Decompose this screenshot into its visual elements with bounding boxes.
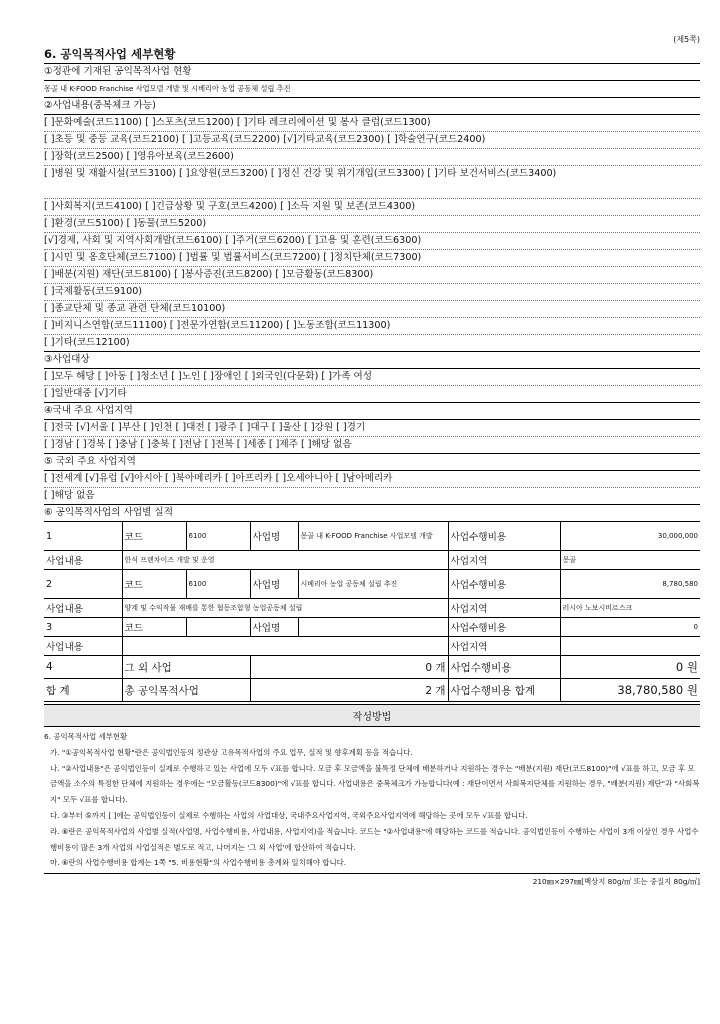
q2-row: [ ]환경(코드5100) [ ]동물(코드5200) <box>44 216 700 233</box>
project-region <box>560 637 700 656</box>
biz-name-label: 사업명 <box>250 522 298 551</box>
form-number: (제5쪽) <box>673 35 700 44</box>
q2-row: [ ]시민 및 옹호단체(코드7100) [ ]법률 및 법률서비스(코드7200) [ ]정치단체(코드7300) <box>44 250 700 267</box>
biz-name-label: 사업명 <box>250 618 298 637</box>
total-label: 합 계 <box>44 679 122 702</box>
biz-content-label: 사업내용 <box>44 637 122 656</box>
biz-name-label: 사업명 <box>250 570 298 599</box>
method-notes <box>44 727 700 871</box>
q2-row: [ ]사회복지(코드4100) [ ]긴급상황 및 구호(코드4200) [ ]소득 지원 및 보존(코드4300) <box>44 199 700 216</box>
q2-row: [ ]기타(코드12100) <box>44 335 700 352</box>
project-name: 몽골 내 K-FOOD Franchise 사업모델 개발 <box>298 522 448 551</box>
form-page <box>44 0 700 887</box>
q3-row: [ ]일반대중 [√]기타 <box>44 386 700 403</box>
method-title: 작성방법 <box>44 704 700 727</box>
biz-cost-label: 사업수행비용 <box>448 618 560 637</box>
q5-row: [ ]전세계 [√]유럽 [√]아시아 [ ]북아메리카 [ ]아프리카 [ ]오세아니아 [ ]남아메리카 <box>44 471 700 488</box>
q1-value: 몽골 내 K-FOOD Franchise 사업모델 개발 및 시베리아 농업 공동체 설립 추진 <box>44 81 700 98</box>
code-label: 코드 <box>122 522 186 551</box>
table-row <box>44 656 700 679</box>
biz-cost-label: 사업수행비용 <box>448 570 560 599</box>
q1-title: ①정관에 기재된 공익목적사업 현황 <box>44 64 700 81</box>
project-no: 1 <box>44 522 122 551</box>
method-line: 라. ⑥란은 공익목적사업의 사업별 실적(사업명, 사업수행비용, 사업내용, 사업지역)을 적습니다. 코드는 "②사업내용"에 해당하는 코드를 적습니다. 공익법인등이 수행하는 사업이 3개 이상인 경우 사업수행비용이 많은 3개 사업의 사업실적은 별도로 적고, 나머지는 '그 외 사업'에 합산하여 적습니다. <box>50 826 699 852</box>
q5-title: ⑤ 국외 주요 사업지역 <box>44 454 700 471</box>
q2-row: [ ]문화예술(코드1100) [ ]스포츠(코드1200) [ ]기타 레크리에이션 및 봉사 클럽(코드1300) <box>44 115 700 132</box>
total-cost: 38,780,580 원 <box>560 679 700 702</box>
table-row <box>44 637 700 656</box>
project-no: 3 <box>44 618 122 637</box>
q3-row: [ ]모두 해당 [ ]아동 [ ]청소년 [ ]노인 [ ]장애인 [ ]외국인(다문화) [ ]가족 여성 <box>44 369 700 386</box>
q3-title: ③사업대상 <box>44 352 700 369</box>
biz-content-label: 사업내용 <box>44 599 122 618</box>
biz-region-label: 사업지역 <box>448 551 560 570</box>
q2-row: [ ]종교단체 및 종교 관련 단체(코드10100) <box>44 301 700 318</box>
biz-content-label: 사업내용 <box>44 551 122 570</box>
method-line: 마. ⑥란의 사업수행비용 합계는 1쪽 "5. 비용현황"의 사업수행비용 총계와 일치해야 합니다. <box>50 858 347 868</box>
project-name: 시베리아 농업 공동체 설립 추진 <box>298 570 448 599</box>
q4-row: [ ]경남 [ ]경북 [ ]충남 [ ]충북 [ ]전남 [ ]전북 [ ]세종 [ ]제주 [ ]해당 없음 <box>44 437 700 454</box>
table-row <box>44 679 700 702</box>
project-content: 양계 및 수익작물 재배를 통한 협동조합형 농업공동체 설립 <box>122 599 448 618</box>
q6-title: ⑥ 공익목적사업의 사업별 실적 <box>44 505 700 522</box>
q2-row: [ ]국제활동(코드9100) <box>44 284 700 301</box>
table-row <box>44 618 700 637</box>
other-cost-label: 사업수행비용 <box>448 656 560 679</box>
table-row <box>44 599 700 618</box>
code-label: 코드 <box>122 618 186 637</box>
biz-cost-label: 사업수행비용 <box>448 522 560 551</box>
section-title: 6. 공익목적사업 세부현황 <box>44 46 700 64</box>
project-cost: 0 <box>560 618 700 637</box>
total-count: 2 개 <box>250 679 448 702</box>
biz-region-label: 사업지역 <box>448 599 560 618</box>
other-count: 0 개 <box>250 656 448 679</box>
method-line: 6. 공익목적사업 세부현황 <box>44 732 128 741</box>
project-region: 몽골 <box>560 551 700 570</box>
project-content <box>122 637 448 656</box>
project-code: 6100 <box>186 522 250 551</box>
q2-row: [ ]비지니스연합(코드11100) [ ]전문가연합(코드11200) [ ]노동조합(코드11300) <box>44 318 700 335</box>
q2-row: [ ]배분(지원) 재단(코드8100) [ ]봉사증진(코드8200) [ ]모금활동(코드8300) <box>44 267 700 284</box>
q4-title: ④국내 주요 사업지역 <box>44 403 700 420</box>
project-cost: 30,000,000 <box>560 522 700 551</box>
other-label: 그 외 사업 <box>122 656 250 679</box>
total-biz-label: 총 공익목적사업 <box>122 679 250 702</box>
table-row <box>44 551 700 570</box>
biz-region-label: 사업지역 <box>448 637 560 656</box>
code-label: 코드 <box>122 570 186 599</box>
project-name <box>298 618 448 637</box>
q2-row: [√]경제, 사회 및 지역사회개발(코드6100) [ ]주거(코드6200) [ ]고용 및 훈련(코드6300) <box>44 233 700 250</box>
method-line: 나. "②사업내용"은 공익법인등이 실제로 수행하고 있는 사업에 모두 √표를 합니다. 모금 후 모금액을 불특정 단체에 배분하거나 지원하는 경우는 "배분(지원) 재단(코드8100)"에 √표를 하고, 모금 후 모금액을 소수의 특정한 단체에 지원하는 경우에는 "모금활동(코드8300)"에 √표를 합니다. 사업내용은 중복체크가 가능합니다(예 : 재단이면서 사회복지단체를 지원하는 경우, "배분(지원) 재단"과 "사회복지" 모두 √표를 합니다). <box>50 763 700 805</box>
table-row <box>44 570 700 599</box>
q2-row: [ ]초등 및 중등 교육(코드2100) [ ]고등교육(코드2200) [√]기타교육(코드2300) [ ]학술연구(코드2400) <box>44 132 700 149</box>
q2-row: [ ]장학(코드2500) [ ]영유아보육(코드2600) <box>44 149 700 166</box>
method-line: 가. "①공익목적사업 현황"란은 공익법인등의 정관상 고유목적사업의 주요 업무, 실적 및 향후계획 등을 적습니다. <box>50 747 413 757</box>
table-row <box>44 522 700 551</box>
project-region: 러시아 노보시비르스크 <box>560 599 700 618</box>
project-no: 2 <box>44 570 122 599</box>
project-cost: 8,780,580 <box>560 570 700 599</box>
performance-table <box>44 522 700 702</box>
other-cost: 0 원 <box>560 656 700 679</box>
q4-row: [ ]전국 [√]서울 [ ]부산 [ ]인천 [ ]대전 [ ]광주 [ ]대구 [ ]울산 [ ]강원 [ ]경기 <box>44 420 700 437</box>
q2-row: [ ]병원 및 재활시설(코드3100) [ ]요양원(코드3200) [ ]정신 건강 및 위기개입(코드3300) [ ]기타 보건서비스(코드3400) <box>44 166 700 199</box>
q2-title: ②사업내용(중복체크 가능) <box>44 98 700 115</box>
project-code <box>186 618 250 637</box>
project-content: 한식 프랜차이즈 개발 및 운영 <box>122 551 448 570</box>
q5-row: [ ]해당 없음 <box>44 488 700 505</box>
project-code: 6100 <box>186 570 250 599</box>
total-cost-label: 사업수행비용 합계 <box>448 679 560 702</box>
paper-spec: 210㎜×297㎜[백상지 80g/㎡ 또는 중질지 80g/㎡] <box>44 873 700 887</box>
method-line: 다. ③부터 ⑤까지 [ ]에는 공익법인등이 실제로 수행하는 사업의 사업대상, 국내주요사업지역, 국외주요사업지역에 해당하는 곳에 모두 √표를 합니다. <box>50 810 528 820</box>
other-no: 4 <box>44 656 122 679</box>
